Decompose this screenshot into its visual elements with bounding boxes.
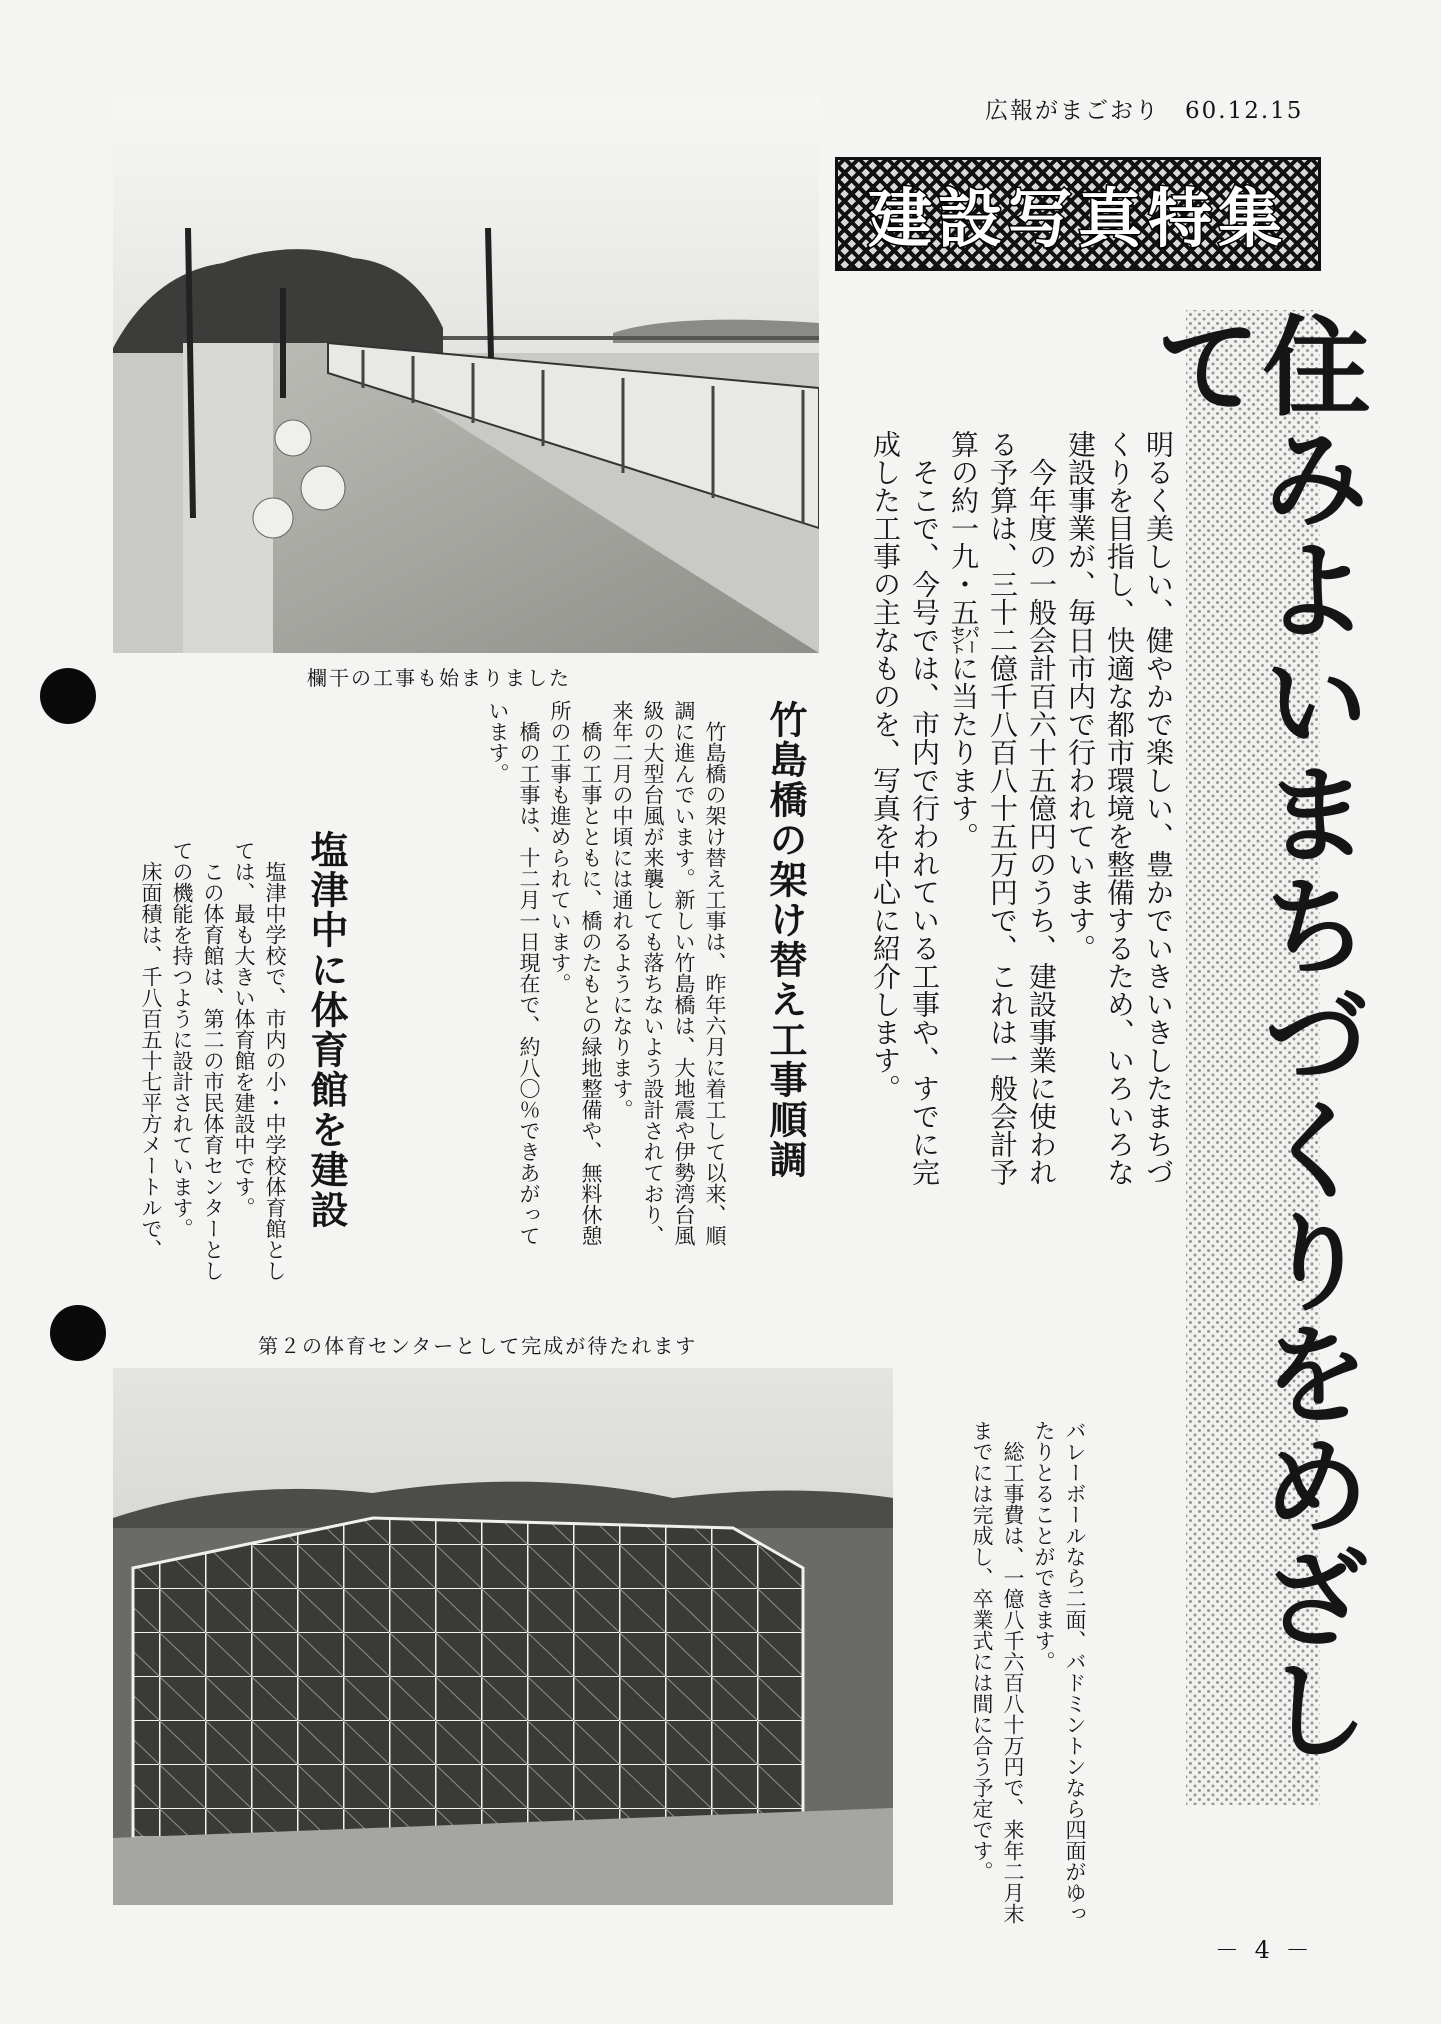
gym-article — [139, 840, 290, 1290]
gym-photo-caption: 第２の体育センターとして完成が待たれます — [258, 1334, 698, 1358]
gym-paragraph: この体育館は、第二の市民体育センターとしての機能を持つように設計されています。 — [170, 840, 225, 1281]
newsletter-date-header: 広報がまごおり 60.12.15 — [985, 98, 1304, 124]
page-number: － 4 － — [1215, 1936, 1314, 1964]
intro-paragraph: 明るく美しい、健やかで楽しい、豊かでいきいきしたまちづくりを目指し、快適な都市環境を整備するため、いろいろな建設事業が、毎日市内で行われています。 — [1064, 430, 1175, 1186]
bridge-article — [360, 700, 730, 1260]
binder-hole-bottom — [50, 1305, 106, 1361]
gym-paragraph: 総工事費は、一億八千六百八十万円で、来年二月末までには完成し、卒業式には間に合う予定です。 — [970, 1420, 1025, 1924]
main-title-band — [1136, 310, 1370, 1805]
gym-paragraph: バレーボールなら二面、バドミントンなら四面がゆったりとることができます。 — [1032, 1420, 1087, 1924]
gym-paragraph: 塩津中学校で、市内の小・中学校体育館としては、最も大きい体育館を建設中です。 — [232, 840, 287, 1281]
main-title: 住みよいまちづくりをめざして — [1145, 310, 1361, 1805]
intro-text — [869, 430, 1178, 1190]
feature-banner — [835, 157, 1321, 271]
intro-paragraph: 今年度の一般会計百六十五億円のうち、建設事業に使われる予算は、三十二億千八百八十五万円で、これは一般会計予算の約一九・五㌫に当たります。 — [947, 430, 1058, 1186]
gym-heading: 塩津中に体育館を建設 — [304, 830, 349, 1230]
bridge-paragraph: 橋の工事は、十二月一日現在で、約八〇％できあがっています。 — [486, 700, 541, 1246]
gym-article-continued — [910, 1420, 1090, 1940]
intro-paragraph: そこで、今号では、市内で行われている工事や、すでに完成した工事の主なものを、写真を中心に紹介します。 — [869, 430, 941, 1186]
binder-hole-top — [40, 668, 96, 724]
bridge-photo — [113, 98, 819, 653]
bridge-photo-caption: 欄干の工事も始まりました — [307, 666, 571, 690]
bridge-heading: 竹島橋の架け替え工事順調 — [763, 700, 808, 1180]
feature-banner-text: 建設写真特集 — [868, 183, 1288, 257]
gym-construction-photo — [113, 1368, 893, 1905]
bridge-paragraph: 橋の工事とともに、橋のたもとの緑地整備や、無料休憩所の工事も進められています。 — [548, 700, 603, 1246]
bridge-paragraph: 竹島橋の架け替え工事は、昨年六月に着工して以来、順調に進んでいます。新しい竹島橋は、大地震や伊勢湾台風級の大型台風が来襲しても落ちないよう設計されており、来年二月の中頃には通れるようになります。 — [610, 700, 727, 1246]
gym-paragraph: 床面積は、千八百五十七平方メートルで、 — [139, 861, 163, 1260]
